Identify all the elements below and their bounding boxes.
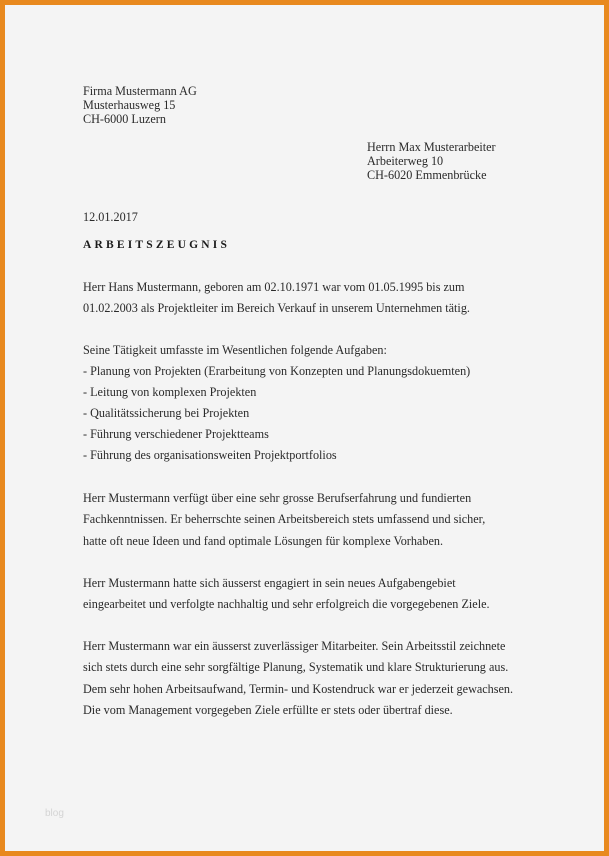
paragraph-line: Herr Mustermann war ein äusserst zuverlässiger Mitarbeiter. Sein Arbeitsstil zeichnete (83, 639, 506, 653)
paragraph-line: 01.02.2003 als Projektleiter im Bereich Verkauf in unserem Unternehmen tätig. (83, 301, 470, 315)
paragraph-line: Die vom Management vorgegeben Ziele erfüllte er stets oder übertraf diese. (83, 703, 453, 717)
paragraph-line: Herr Hans Mustermann, geboren am 02.10.1971 war vom 01.05.1995 bis zum (83, 280, 465, 294)
task-item: - Führung verschiedener Projektteams (83, 427, 269, 441)
document-title: ARBEITSZEUGNIS (83, 239, 231, 251)
recipient-line: Herrn Max Musterarbeiter (367, 140, 496, 154)
sender-line: Musterhausweg 15 (83, 98, 176, 112)
paragraph-line: Fachkenntnissen. Er beherrschte seinen Arbeitsbereich stets umfassend und sicher, (83, 512, 486, 526)
paragraph-line: sich stets durch eine sehr sorgfältige Planung, Systematik und klare Strukturierung aus. (83, 660, 509, 674)
paragraph-line: hatte oft neue Ideen und fand optimale Lösungen für komplexe Vorhaben. (83, 534, 443, 548)
paragraph-line: Herr Mustermann verfügt über eine sehr grosse Berufserfahrung und fundierten (83, 491, 472, 505)
paragraph-line: eingearbeitet und verfolgte nachhaltig und sehr erfolgreich die vorgegebenen Ziele. (83, 597, 490, 611)
letter-date: 12.01.2017 (83, 210, 138, 224)
task-item: - Leitung von komplexen Projekten (83, 385, 257, 399)
task-item: - Führung des organisationsweiten Projektportfolios (83, 448, 337, 462)
task-item: - Qualitätssicherung bei Projekten (83, 406, 250, 420)
tasks-intro: Seine Tätigkeit umfasste im Wesentlichen folgende Aufgaben: (83, 343, 387, 357)
paragraph-line: Herr Mustermann hatte sich äusserst engagiert in sein neues Aufgabengebiet (83, 576, 456, 590)
sender-line: CH-6000 Luzern (83, 112, 166, 126)
recipient-line: Arbeiterweg 10 (367, 154, 444, 168)
recipient-line: CH-6020 Emmenbrücke (367, 168, 487, 182)
paragraph-line: Dem sehr hohen Arbeitsaufwand, Termin- und Kostendruck war er jederzeit gewachsen. (83, 682, 514, 696)
sender-line: Firma Mustermann AG (83, 84, 197, 98)
watermark: blog (45, 808, 64, 819)
task-item: - Planung von Projekten (Erarbeitung von Konzepten und Planungsdokuemten) (83, 364, 471, 378)
